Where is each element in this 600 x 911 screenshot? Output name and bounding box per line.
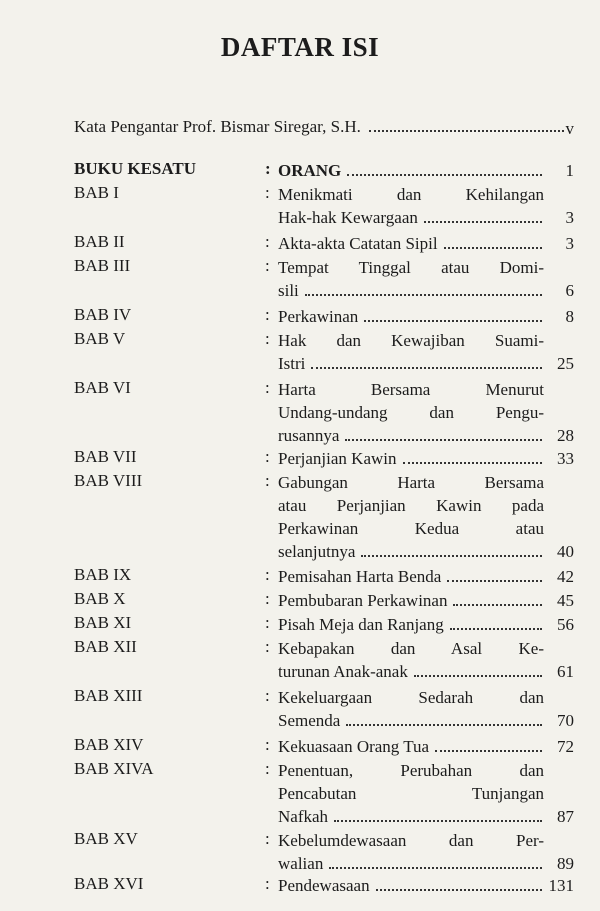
- entry-title-text: Istri: [278, 354, 306, 373]
- entry-chapter-label: BAB VI: [74, 378, 131, 397]
- entry-colon: :: [265, 256, 270, 275]
- entry-title-line: [278, 159, 544, 182]
- entry-title-line: [278, 232, 544, 255]
- entry-title-line: Penentuan, Perubahan dan: [278, 761, 544, 780]
- entry-page-number: 3: [565, 234, 574, 253]
- dot-leader: [347, 174, 542, 176]
- dot-leader: [447, 580, 542, 582]
- entry-title: [278, 447, 544, 470]
- entry-chapter-label: BAB II: [74, 232, 125, 251]
- entry-title-text: Perkawinan: [278, 307, 359, 326]
- entry-title-line: atau Perjanjian Kawin pada: [278, 496, 544, 515]
- entry-title-line: Kebapakan dan Asal Ke-: [278, 639, 544, 658]
- entry-title-line: [278, 613, 544, 636]
- intro-page: v: [565, 119, 574, 138]
- entry-page-number: 45: [557, 591, 574, 610]
- dot-leader: [361, 555, 542, 557]
- entry-title: [278, 874, 544, 897]
- intro-text: Kata Pengantar Prof. Bismar Siregar, S.H.: [74, 117, 361, 136]
- entry-colon: :: [265, 874, 270, 893]
- entry-title-text: Kekuasaan Orang Tua: [278, 737, 430, 756]
- entry-page-number: 56: [557, 615, 574, 634]
- entry-chapter-label: BAB V: [74, 329, 126, 348]
- entry-title: [278, 159, 544, 182]
- entry-title-line: [278, 852, 544, 875]
- entry-chapter-label: BAB XV: [74, 829, 138, 848]
- entry-colon: :: [265, 637, 270, 656]
- entry-title-line: Perkawinan Kedua atau: [278, 519, 544, 538]
- entry-title-line: [278, 305, 544, 328]
- entry-title-text: ORANG: [278, 161, 342, 180]
- entry-title-line: Kebelumdewasaan dan Per-: [278, 831, 544, 850]
- entry-title-line: [278, 735, 544, 758]
- dot-leader: [376, 889, 542, 891]
- entry-title-text: Pemisahan Harta Benda: [278, 567, 442, 586]
- entry-title-text: Nafkah: [278, 807, 329, 826]
- dot-leader: [424, 221, 542, 223]
- entry-chapter-label: BAB III: [74, 256, 131, 275]
- entry-title: [278, 256, 544, 302]
- entry-colon: :: [265, 378, 270, 397]
- entry-title-line: [278, 206, 544, 229]
- entry-page-number: 3: [565, 208, 574, 227]
- entry-title-line: [278, 874, 544, 897]
- entry-title: [278, 759, 544, 828]
- entry-page-number: 33: [557, 449, 574, 468]
- entry-chapter-label: BAB XI: [74, 613, 132, 632]
- entry-colon: :: [265, 329, 270, 348]
- entry-chapter-label: BAB I: [74, 183, 119, 202]
- entry-title-text: Pembubaran Perkawinan: [278, 591, 448, 610]
- entry-title-line: [278, 424, 544, 447]
- entry-page-number: 61: [557, 662, 574, 681]
- entry-title: [278, 378, 544, 447]
- entry-chapter-label: BAB XIVA: [74, 759, 154, 778]
- entry-title-line: [278, 805, 544, 828]
- entry-title-line: [278, 709, 544, 732]
- dot-leader: [369, 130, 564, 132]
- entry-colon: :: [265, 305, 270, 324]
- entry-title-line: [278, 279, 544, 302]
- entry-colon: :: [265, 589, 270, 608]
- entry-chapter-label: BAB XII: [74, 637, 137, 656]
- entry-title-line: Gabungan Harta Bersama: [278, 473, 544, 492]
- page-title: DAFTAR ISI: [220, 32, 380, 62]
- entry-title: [278, 686, 544, 732]
- entry-title: [278, 565, 544, 588]
- entry-colon: :: [265, 447, 270, 466]
- entry-title-line: [278, 589, 544, 612]
- entry-page-number: 25: [557, 354, 574, 373]
- entry-chapter-label: BAB XIV: [74, 735, 144, 754]
- entry-title-line: [278, 352, 544, 375]
- entry-title-text: Pendewasaan: [278, 876, 370, 895]
- entry-title-text: turunan Anak-anak: [278, 662, 408, 681]
- entry-chapter-label: BAB IV: [74, 305, 132, 324]
- entry-chapter-label: BAB X: [74, 589, 126, 608]
- entry-title-line: [278, 660, 544, 683]
- entry-colon: :: [265, 829, 270, 848]
- entry-colon: :: [265, 183, 270, 202]
- entry-page-number: 131: [548, 876, 574, 895]
- dot-leader: [334, 820, 542, 822]
- dot-leader: [364, 320, 542, 322]
- entry-chapter-label: BAB VIII: [74, 471, 143, 490]
- dot-leader: [450, 628, 542, 630]
- entry-title-text: selanjutnya: [278, 542, 356, 561]
- dot-leader: [311, 367, 542, 369]
- entry-title-line: [278, 565, 544, 588]
- entry-title-line: [278, 447, 544, 470]
- entry-colon: :: [265, 159, 271, 178]
- entry-colon: :: [265, 232, 270, 251]
- entry-title-text: walian: [278, 854, 324, 873]
- entry-title: [278, 305, 544, 328]
- entry-colon: :: [265, 565, 270, 584]
- entry-chapter-label: BUKU KESATU: [74, 159, 197, 178]
- entry-title-line: [278, 540, 544, 563]
- entry-title: [278, 232, 544, 255]
- dot-leader: [345, 439, 542, 441]
- entry-title-line: Hak dan Kewajiban Suami-: [278, 331, 544, 350]
- entry-page-number: 8: [565, 307, 574, 326]
- entry-title: [278, 589, 544, 612]
- entry-colon: :: [265, 735, 270, 754]
- entry-chapter-label: BAB XVI: [74, 874, 144, 893]
- dot-leader: [453, 604, 542, 606]
- entry-title-text: Pisah Meja dan Ranjang: [278, 615, 444, 634]
- entry-title: [278, 637, 544, 683]
- entry-title: [278, 613, 544, 636]
- entry-colon: :: [265, 613, 270, 632]
- entry-page-number: 87: [557, 807, 574, 826]
- entry-page-number: 40: [557, 542, 574, 561]
- entry-colon: :: [265, 686, 270, 705]
- entry-chapter-label: BAB XIII: [74, 686, 143, 705]
- entry-title-text: Perjanjian Kawin: [278, 449, 397, 468]
- entry-title: [278, 471, 544, 563]
- entry-title-text: Hak-hak Kewargaan: [278, 208, 418, 227]
- entry-colon: :: [265, 759, 270, 778]
- entry-page-number: 42: [557, 567, 574, 586]
- entry-page-number: 6: [565, 281, 574, 300]
- entry-title: [278, 735, 544, 758]
- entry-title-text: sili: [278, 281, 299, 300]
- entry-page-number: 72: [557, 737, 574, 756]
- entry-page-number: 28: [557, 426, 574, 445]
- dot-leader: [414, 675, 542, 677]
- entry-chapter-label: BAB IX: [74, 565, 132, 584]
- entry-title: [278, 329, 544, 375]
- entry-page-number: 89: [557, 854, 574, 873]
- entry-title-text: Akta-akta Catatan Sipil: [278, 234, 438, 253]
- dot-leader: [435, 750, 542, 752]
- dot-leader: [329, 867, 542, 869]
- entry-title-line: Pencabutan Tunjangan: [278, 784, 544, 803]
- entry-page-number: 70: [557, 711, 574, 730]
- entry-title-line: Undang-undang dan Pengu-: [278, 403, 544, 422]
- entry-title-text: Semenda: [278, 711, 341, 730]
- intro-entry: [74, 117, 574, 137]
- dot-leader: [305, 294, 542, 296]
- entry-title-line: Menikmati dan Kehilangan: [278, 185, 544, 204]
- dot-leader: [403, 462, 543, 464]
- entry-title-text: rusannya: [278, 426, 340, 445]
- entry-title-line: Harta Bersama Menurut: [278, 380, 544, 399]
- dot-leader: [444, 247, 542, 249]
- entry-title: [278, 829, 544, 875]
- entry-title-line: Kekeluargaan Sedarah dan: [278, 688, 544, 707]
- entry-page-number: 1: [565, 161, 574, 180]
- entry-colon: :: [265, 471, 270, 490]
- dot-leader: [346, 724, 542, 726]
- entry-title: [278, 183, 544, 229]
- entry-chapter-label: BAB VII: [74, 447, 137, 466]
- entry-title-line: Tempat Tinggal atau Domi-: [278, 258, 544, 277]
